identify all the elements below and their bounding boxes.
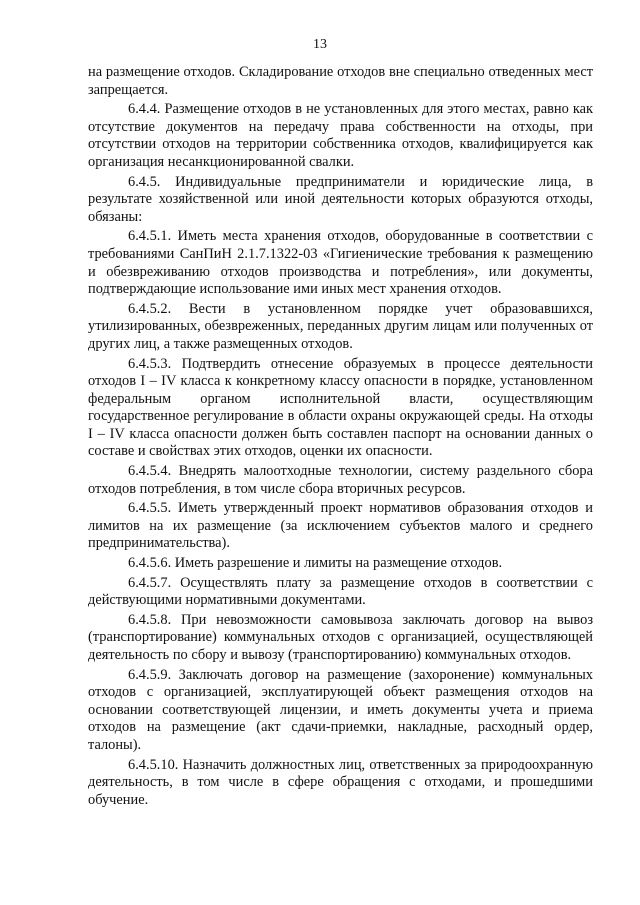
paragraph-6-4-5-8: 6.4.5.8. При невозможности самовывоза заключать договор на вывоз (транспортирование) коммунальных отходов с организацией, осуществляющей деятельность по сбору и вывозу (транспортированию) коммунальных отходов. bbox=[88, 611, 593, 663]
paragraph-6-4-5-2: 6.4.5.2. Вести в установленном порядке учет образовавшихся, утилизированных, обезвреженных, переданных другим лицам или полученных от других лиц, а также размещенных отходов. bbox=[88, 300, 593, 352]
paragraph-6-4-5-7: 6.4.5.7. Осуществлять плату за размещение отходов в соответствии с действующими нормативными документами. bbox=[88, 574, 593, 609]
paragraph-6-4-5-9: 6.4.5.9. Заключать договор на размещение (захоронение) коммунальных отходов с организацией, эксплуатирующей объект размещения отходов на основании соответствующей лицензии, и иметь документы учета и приема отходов на размещение (акт сдачи-приемки, накладные, расходный ордер, талоны). bbox=[88, 666, 593, 753]
paragraph-6-4-5-5: 6.4.5.5. Иметь утвержденный проект нормативов образования отходов и лимитов на их размещение (за исключением субъектов малого и среднего предпринимательства). bbox=[88, 500, 593, 552]
paragraph-continuation: на размещение отходов. Складирование отходов вне специально отведенных мест запрещается. bbox=[88, 64, 593, 98]
paragraph-6-4-5-6: 6.4.5.6. Иметь разрешение и лимиты на размещение отходов. bbox=[128, 555, 503, 572]
paragraph-6-4-4: 6.4.4. Размещение отходов в не установленных для этого местах, равно как отсутствие документов на передачу права собственности на отходы, при отсутствии отходов на территории собственника отходов, квалифицируется как организация несанкционированной свалки. bbox=[88, 101, 593, 170]
paragraph-6-4-5-3: 6.4.5.3. Подтвердить отнесение образуемых в процессе деятельности отходов I – IV класса к конкретному классу опасности в порядке, установленном федеральным органом исполнительной власти, осуществляющим государственное регулирование в области охраны окружающей среды. На отходы I – IV класса опасности должен быть составлен паспорт на основании данных о составе и свойствах этих отходов, оценки их опасности. bbox=[88, 355, 593, 460]
paragraph-6-4-5: 6.4.5. Индивидуальные предприниматели и юридические лица, в результате хозяйственной или иной деятельности которых образуются отходы, обязаны: bbox=[88, 173, 593, 225]
paragraph-6-4-5-10: 6.4.5.10. Назначить должностных лиц, ответственных за природоохранную деятельность, в том числе в сфере обращения с отходами, и прошедшими обучение. bbox=[88, 756, 593, 808]
paragraph-6-4-5-1: 6.4.5.1. Иметь места хранения отходов, оборудованные в соответствии с требованиями СанПиН 2.1.7.1322-03 «Гигиенические требования к размещению и обезвреживанию отходов производства и потребления», или документы, подтверждающие использование ими иных мест хранения отходов. bbox=[88, 228, 593, 298]
paragraph-6-4-5-4: 6.4.5.4. Внедрять малоотходные технологии, систему раздельного сбора отходов потребления, в том числе сбора вторичных ресурсов. bbox=[88, 463, 593, 497]
document-body bbox=[88, 64, 593, 811]
page-number: 13 bbox=[313, 37, 327, 52]
